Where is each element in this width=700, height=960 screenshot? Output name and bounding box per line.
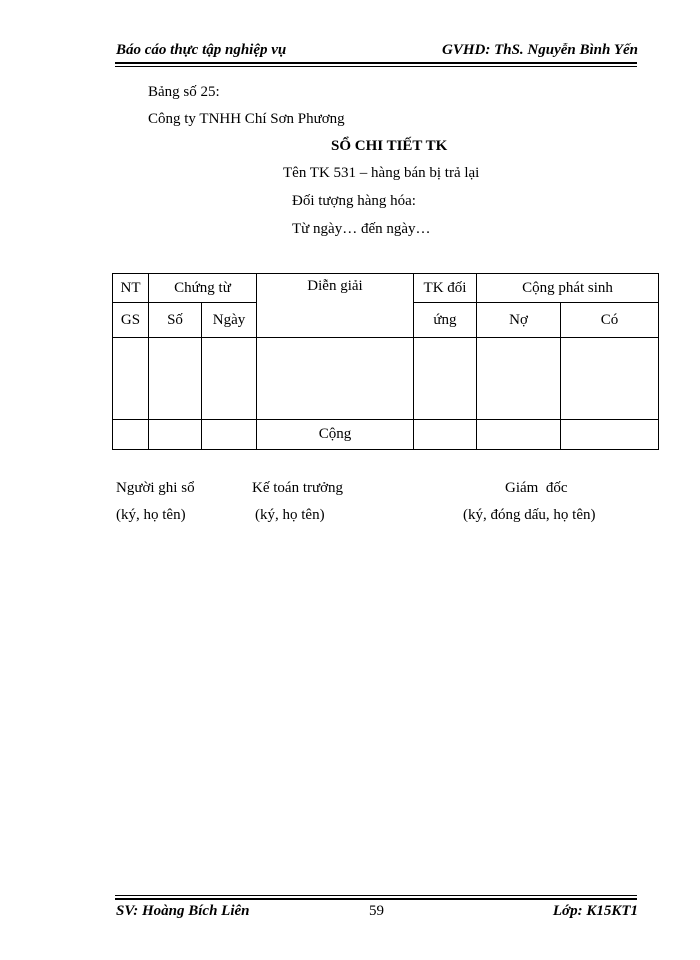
cell-empty — [149, 420, 202, 450]
signature-role-recorder: Người ghi sổ — [116, 480, 195, 496]
table-number: Bảng số 25: — [148, 84, 220, 100]
col-gs: GS — [113, 303, 149, 338]
cell-empty — [414, 420, 477, 450]
signature-note-chief-accountant: (ký, họ tên) — [255, 507, 325, 523]
header-rule-thick — [115, 62, 637, 64]
header-supervisor: GVHD: ThS. Nguyễn Bình Yến — [441, 42, 638, 58]
goods-object: Đối tượng hàng hóa: — [292, 193, 416, 209]
cell-empty — [414, 338, 477, 420]
col-cong-phat-sinh: Cộng phát sinh — [477, 274, 659, 303]
col-ngay: Ngày — [202, 303, 257, 338]
col-no: Nợ — [477, 303, 561, 338]
signature-note-director: (ký, đóng dấu, họ tên) — [463, 507, 596, 523]
ledger-title: SỔ CHI TIẾT TK — [331, 138, 448, 154]
footer-class: Lớp: K15KT1 — [552, 903, 638, 919]
table-total-row — [113, 420, 659, 450]
col-dien-giai: Diễn giải — [257, 274, 414, 338]
page-number: 59 — [369, 903, 384, 919]
ledger-table — [112, 273, 659, 450]
cell-empty — [477, 420, 561, 450]
cell-empty — [113, 420, 149, 450]
col-co: Có — [561, 303, 659, 338]
signature-note-recorder: (ký, họ tên) — [116, 507, 186, 523]
col-ung: ứng — [414, 303, 477, 338]
signature-role-director: Giám đốc — [505, 480, 568, 496]
header-rule-thin — [115, 66, 637, 67]
table-row — [113, 338, 659, 420]
total-label: Cộng — [257, 420, 414, 450]
date-range: Từ ngày… đến ngày… — [292, 221, 431, 237]
col-so: Số — [149, 303, 202, 338]
cell-empty — [257, 338, 414, 420]
table-header-row-1 — [113, 274, 659, 303]
cell-empty — [202, 420, 257, 450]
col-chung-tu: Chứng từ — [149, 274, 257, 303]
footer-rule-thick — [115, 898, 637, 900]
signature-role-chief-accountant: Kế toán trưởng — [252, 480, 344, 496]
col-nt: NT — [113, 274, 149, 303]
company-name: Công ty TNHH Chí Sơn Phương — [148, 111, 345, 127]
cell-empty — [477, 338, 561, 420]
footer-student: SV: Hoàng Bích Liên — [116, 903, 250, 919]
cell-empty — [149, 338, 202, 420]
cell-empty — [561, 338, 659, 420]
footer-rule-thin — [115, 895, 637, 896]
col-tk-doi: TK đối — [414, 274, 477, 303]
account-name: Tên TK 531 – hàng bán bị trả lại — [283, 165, 480, 181]
header-report-title: Báo cáo thực tập nghiệp vụ — [116, 42, 287, 58]
cell-empty — [561, 420, 659, 450]
cell-empty — [113, 338, 149, 420]
cell-empty — [202, 338, 257, 420]
